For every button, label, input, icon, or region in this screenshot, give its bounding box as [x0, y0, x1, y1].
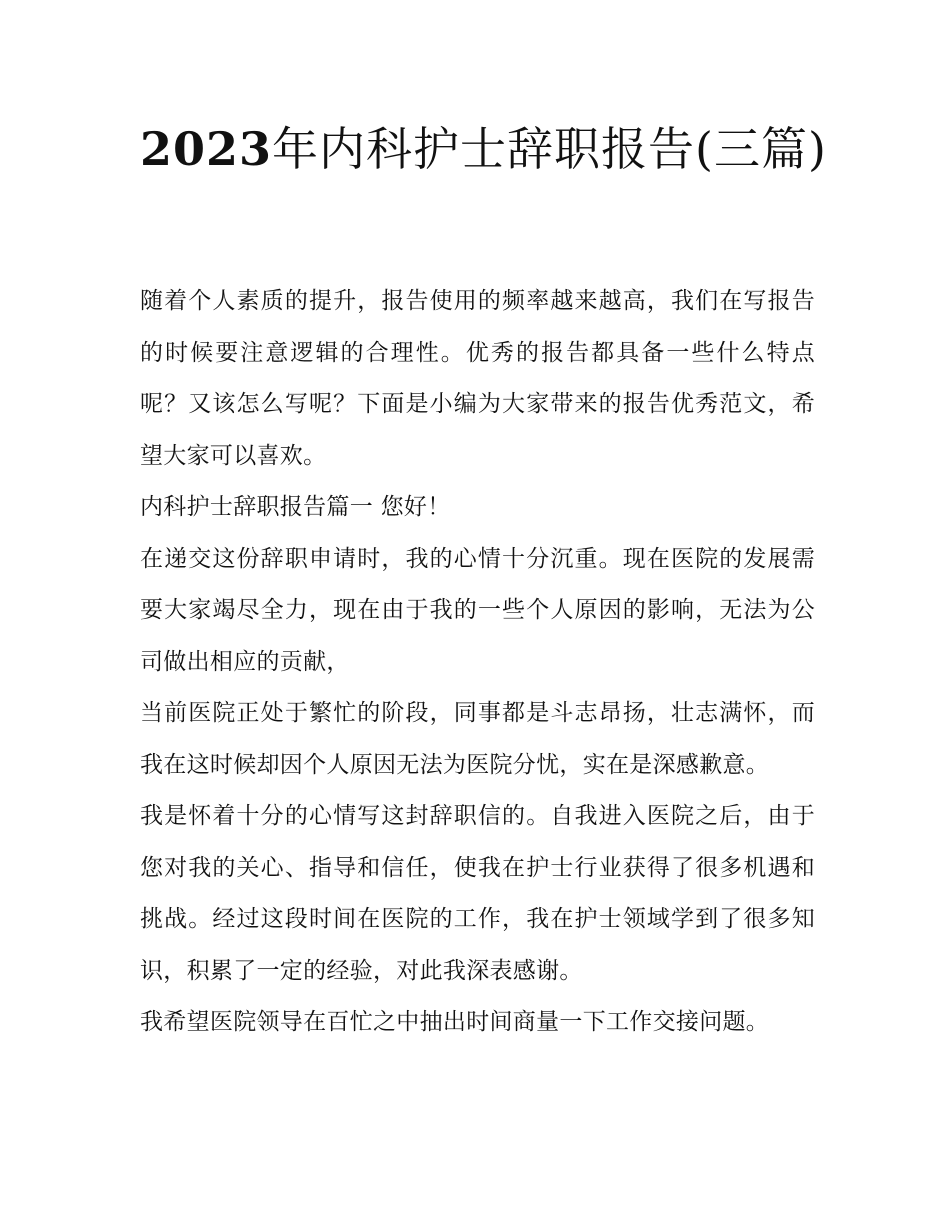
body-paragraph: 我是怀着十分的心情写这封辞职信的。自我进入医院之后，由于您对我的关心、指导和信任，使我在护士行业获得了很多机遇和挑战。经过这段时间在医院的工作，我在护士领域学到了很多知识，积累了一定的经验，对此我深表感谢。 [140, 803, 815, 984]
title-text: 年内科护士辞职报告(三篇) [272, 122, 827, 176]
document-title [140, 112, 830, 186]
intro-paragraph: 随着个人素质的提升，报告使用的频率越来越高，我们在写报告的时候要注意逻辑的合理性。优秀的报告都具备一些什么特点呢？又该怎么写呢？下面是小编为大家带来的报告优秀范文，希望大家可以喜欢。 [140, 288, 815, 469]
body-paragraph: 我希望医院领导在百忙之中抽出时间商量一下工作交接问题。 [140, 1009, 770, 1035]
section-heading-paragraph: 内科护士辞职报告篇一 您好！ [140, 494, 451, 520]
body-paragraph: 当前医院正处于繁忙的阶段，同事都是斗志昂扬，壮志满怀，而我在这时候却因个人原因无法为医院分忧，实在是深感歉意。 [140, 700, 815, 778]
title-year: 2023 [140, 122, 273, 176]
document-body [140, 276, 815, 1049]
body-paragraph: 在递交这份辞职申请时，我的心情十分沉重。现在医院的发展需要大家竭尽全力，现在由于我的一些个人原因的影响，无法为公司做出相应的贡献， [140, 545, 815, 675]
